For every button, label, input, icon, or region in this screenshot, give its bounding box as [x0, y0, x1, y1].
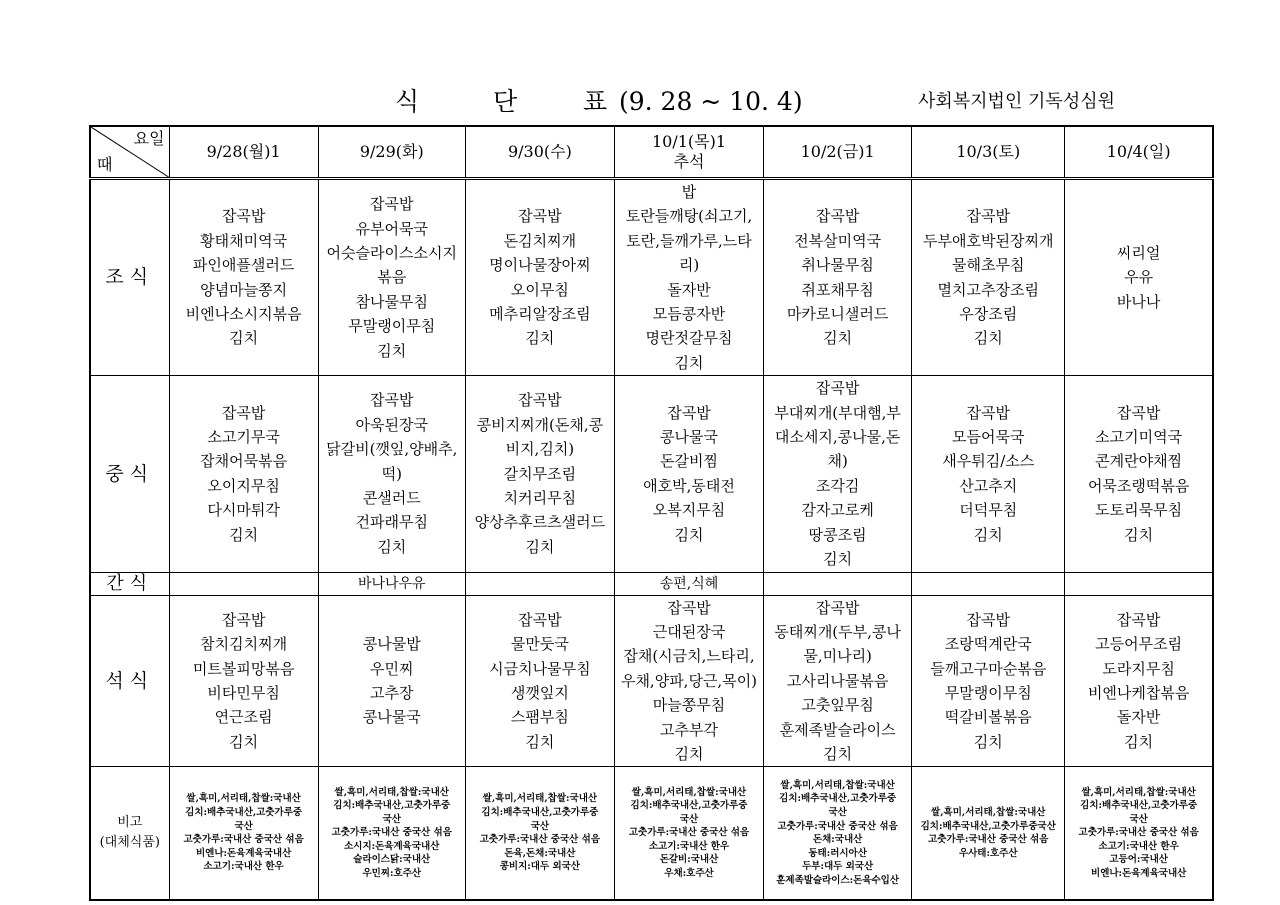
origin-line: 김치:배추국내산,고춧가루중	[630, 800, 748, 812]
menu-item: 김치	[525, 329, 555, 348]
menu-item: 김치	[973, 525, 1003, 544]
menu-item: 잡곡밥	[966, 403, 1010, 422]
menu-item: 씨리얼	[1116, 244, 1161, 263]
menu-item: 잡곡밥	[221, 403, 266, 422]
menu-item: 콘계란야채찜	[1095, 452, 1183, 471]
origin-line: 국산	[1129, 813, 1148, 825]
menu-item: 리)	[678, 256, 700, 275]
menu-item: 잡곡밥	[221, 610, 266, 629]
menu-item: 잡곡밥	[815, 379, 860, 398]
menu-item: 김치	[823, 550, 853, 569]
menu-item: 콘샐러드	[362, 489, 421, 508]
note-label: 비고 (대체식품)	[90, 767, 169, 900]
menu-item: 김치	[525, 732, 555, 751]
menu-item: 김치	[973, 329, 1003, 348]
menu-item: 고추부각	[660, 720, 718, 739]
origin-line: 고등어:국내산	[1109, 854, 1168, 866]
origin-line: 김치:배추국내산,고춧가루중	[779, 793, 897, 805]
menu-item: 무말랭이무침	[348, 317, 436, 336]
note-menu-cell	[169, 767, 318, 900]
menu-item: 잡곡밥	[966, 207, 1010, 226]
menu-item: 멸치고추장조림	[937, 280, 1039, 299]
menu-item: 우장조림	[959, 305, 1018, 324]
menu-item: 들깨고구마순볶음	[930, 659, 1047, 678]
menu-item: 오이무침	[510, 280, 569, 299]
menu-item: 김치	[229, 525, 259, 544]
origin-line: 국산	[828, 806, 847, 818]
menu-item: 두부애호박된장찌개	[923, 231, 1054, 250]
day-header: 9/28(월)1	[169, 126, 318, 179]
menu-item: 잡곡밥	[966, 610, 1010, 629]
meal-label-snack: 간식	[90, 572, 169, 595]
menu-item: 마늘쫑무침	[652, 696, 726, 715]
menu-item: 부대찌개(부대햄,부	[774, 403, 901, 422]
snack-menu-cell: 바나나우유	[318, 572, 465, 595]
origin-line: 국산	[679, 813, 699, 825]
header-row	[90, 126, 1213, 179]
menu-item: 잡곡밥	[667, 598, 711, 617]
origin-line: 소고기:국내산 한우	[203, 861, 284, 873]
menu-item: 더덕무침	[959, 501, 1018, 520]
menu-item: 잡곡밥	[667, 403, 711, 422]
origin-line: 쌀,흑미,서리태,찹쌀:국내산	[1081, 786, 1196, 798]
menu-item: 떡)	[381, 464, 402, 483]
menu-item: 돈김치찌개	[503, 231, 577, 250]
lunch-menu-cell	[318, 376, 465, 572]
menu-item: 김치	[1124, 732, 1154, 751]
origin-line: 국산	[234, 820, 253, 832]
breakfast-menu-cell	[1065, 179, 1213, 376]
menu-item: 김치	[674, 744, 704, 763]
menu-item: 비타민무침	[207, 683, 280, 702]
menu-item: 유부어묵국	[355, 219, 428, 238]
menu-item: 시금치나물무침	[489, 659, 591, 678]
note-menu-cell	[912, 767, 1065, 900]
page-title	[395, 86, 835, 118]
menu-item: 치커리무침	[503, 489, 577, 508]
menu-item: 김치	[377, 341, 407, 360]
dinner-row	[90, 595, 1213, 767]
menu-item: 물만둣국	[510, 635, 569, 654]
lunch-menu-cell	[614, 376, 763, 572]
lunch-menu-cell	[764, 376, 912, 572]
menu-item: 양념마늘쫑지	[200, 280, 288, 299]
origin-line: 우민찌:호주산	[362, 868, 422, 880]
menu-item: 생깻잎지	[510, 683, 569, 702]
title-char: 단	[493, 87, 518, 116]
origin-line: 비엔나:돈육계육국내산	[1091, 868, 1187, 880]
menu-item: 물,미나리)	[803, 647, 872, 666]
menu-item: 잡곡밥	[815, 207, 860, 226]
breakfast-menu-cell	[912, 179, 1065, 376]
menu-item: 근대된장국	[652, 622, 726, 641]
meal-label-breakfast: 조식	[90, 179, 169, 376]
lunch-menu-cell	[465, 376, 614, 572]
organization-name: 사회복지법인 기독성심원	[918, 91, 1115, 112]
menu-item: 잡곡밥	[518, 207, 562, 226]
menu-item: 도토리묵무침	[1095, 501, 1183, 520]
menu-item: 비엔나소시지볶음	[185, 305, 302, 324]
dinner-menu-cell	[614, 595, 763, 767]
note-menu-cell	[318, 767, 465, 900]
menu-item: 김치	[674, 525, 704, 544]
origin-line: 돈육,돈채:국내산	[504, 847, 576, 859]
menu-item: 도라지무침	[1102, 659, 1175, 678]
menu-item: 잡곡밥	[518, 391, 562, 410]
note-row	[90, 767, 1213, 900]
origin-line: 쌀,흑미,서리태,찹쌀:국내산	[186, 793, 301, 805]
origin-line: 소고기:국내산 한우	[648, 840, 730, 852]
menu-item: 오이지무침	[207, 476, 280, 495]
menu-item: 모듬어묵국	[952, 428, 1025, 447]
snack-menu-cell	[465, 572, 614, 595]
menu-item: 잡곡밥	[518, 610, 562, 629]
origin-line: 쌀,흑미,서리태,찹쌀:국내산	[931, 806, 1046, 818]
menu-item: 어슷슬라이스소시지	[326, 244, 457, 263]
origin-line: 우채:호주산	[664, 868, 714, 880]
menu-item: 잡곡밥	[1116, 610, 1161, 629]
menu-item: 김치	[973, 732, 1003, 751]
dinner-menu-cell	[1065, 595, 1213, 767]
menu-item: 고춧잎무침	[801, 696, 874, 715]
menu-item: 소고기무국	[207, 428, 280, 447]
menu-item: 비지,김치)	[505, 440, 575, 459]
menu-item: 잡곡밥	[221, 207, 266, 226]
menu-item: 콩나물국	[362, 708, 421, 727]
breakfast-row	[90, 179, 1213, 376]
origin-line: 돈채:국내산	[812, 834, 863, 846]
menu-item: 다시마튀각	[207, 501, 280, 520]
menu-item: 전복살미역국	[794, 231, 882, 250]
origin-line: 두부:대두 외국산	[802, 861, 874, 873]
dinner-menu-cell	[465, 595, 614, 767]
origin-line: 고춧가루:국내산 중국산 섞음	[183, 834, 304, 846]
menu-item: 김치	[525, 537, 555, 556]
origin-line: 쌀,흑미,서리태,찹쌀:국내산	[482, 793, 598, 805]
menu-item: 김치	[823, 329, 853, 348]
breakfast-menu-cell	[614, 179, 763, 376]
menu-item: 오복지무침	[652, 501, 726, 520]
origin-line: 김치:배추국내산,고춧가루중	[333, 800, 451, 812]
menu-item: 동태찌개(두부,콩나	[774, 622, 901, 641]
meal-label-lunch: 중식	[90, 376, 169, 572]
breakfast-menu-cell	[318, 179, 465, 376]
dinner-menu-cell	[912, 595, 1065, 767]
menu-item: 잡채(시금치,느타리,	[623, 647, 755, 666]
menu-item: 고사리나물볶음	[786, 671, 889, 690]
breakfast-menu-cell	[764, 179, 912, 376]
menu-item: 김치	[674, 353, 704, 372]
menu-table	[89, 125, 1214, 901]
menu-item: 우유	[1124, 268, 1154, 287]
menu-item: 잡곡밥	[370, 195, 414, 214]
origin-line: 훈제족발슬라이스:돈육수입산	[776, 874, 900, 886]
snack-row	[90, 572, 1213, 595]
menu-item: 돌자반	[667, 280, 711, 299]
menu-item: 연근조림	[214, 708, 273, 727]
menu-item: 잡곡밥	[1116, 403, 1161, 422]
menu-item: 미트볼피망볶음	[192, 659, 295, 678]
menu-item: 쥐포채무침	[801, 280, 874, 299]
note-menu-cell	[1065, 767, 1213, 900]
corner-day-label: 요일	[133, 129, 165, 148]
origin-line: 고춧가루:국내산 중국산 섞음	[479, 834, 600, 846]
menu-item: 참나물무침	[355, 292, 428, 311]
snack-menu-cell: 송편,식혜	[614, 572, 763, 595]
menu-item: 건파래무침	[355, 513, 428, 532]
snack-menu-cell	[169, 572, 318, 595]
menu-item: 스팸부침	[510, 708, 569, 727]
dinner-menu-cell	[169, 595, 318, 767]
menu-item: 밥	[681, 183, 697, 201]
menu-item: 김치	[229, 732, 259, 751]
menu-item: 산고추지	[959, 476, 1018, 495]
lunch-row	[90, 376, 1213, 572]
menu-item: 김치	[823, 744, 853, 763]
menu-item: 조각김	[815, 476, 860, 495]
origin-line: 김치:배추국내산,고춧가루중국산	[920, 820, 1056, 832]
note-menu-cell	[465, 767, 614, 900]
menu-item: 훈제족발슬라이스	[779, 720, 896, 739]
origin-line: 소고기:국내산 한우	[1098, 840, 1179, 852]
origin-line: 김치:배추국내산,고춧가루중	[1080, 800, 1198, 812]
menu-item: 토란,들깨가루,느타	[626, 231, 752, 250]
menu-item: 갈치무조림	[503, 464, 577, 483]
menu-item: 고등어무조림	[1095, 635, 1183, 654]
origin-line: 국산	[382, 813, 401, 825]
menu-item: 모듬콩자반	[652, 305, 726, 324]
menu-item: 대소세지,콩나물,돈	[774, 428, 901, 447]
menu-item: 소고기미역국	[1095, 428, 1183, 447]
menu-item: 물해초무침	[952, 256, 1025, 275]
menu-item: 새우튀김/소스	[942, 452, 1035, 471]
menu-item: 바나나	[1116, 292, 1161, 311]
menu-item: 조랑떡계란국	[944, 635, 1032, 654]
meal-label-dinner: 석식	[90, 595, 169, 767]
menu-item: 콩나물밥	[362, 635, 421, 654]
day-header: 10/4(일)	[1065, 126, 1213, 179]
menu-item: 김치	[1124, 525, 1154, 544]
menu-item: 떡갈비볼볶음	[944, 708, 1032, 727]
title-char: 표	[583, 87, 608, 116]
day-header: 10/3(토)	[912, 126, 1065, 179]
lunch-menu-cell	[1065, 376, 1213, 572]
menu-item: 콩나물국	[660, 428, 718, 447]
day-header: 10/1(목)1 추석	[614, 126, 763, 179]
menu-item: 돌자반	[1116, 708, 1161, 727]
origin-line: 고춧가루:국내산 중국산 섞음	[628, 827, 750, 839]
origin-line: 우사태:호주산	[958, 847, 1018, 859]
snack-menu-cell	[1065, 572, 1213, 595]
menu-item: 토란들깨탕(쇠고기,	[625, 207, 753, 226]
origin-line: 소시지:돈육계육국내산	[344, 840, 440, 852]
menu-item: 김치	[377, 537, 407, 556]
menu-item: 황태채미역국	[200, 231, 288, 250]
menu-item: 돈갈비찜	[660, 452, 718, 471]
lunch-menu-cell	[169, 376, 318, 572]
menu-item: 취나물무침	[801, 256, 874, 275]
menu-item: 콩비지찌개(돈채,콩	[476, 415, 604, 434]
day-header: 9/29(화)	[318, 126, 465, 179]
menu-item: 파인애플샐러드	[192, 256, 295, 275]
menu-item: 명이나물장아찌	[489, 256, 591, 275]
menu-item: 우민찌	[370, 659, 414, 678]
menu-item: 명란젓갈무침	[645, 329, 733, 348]
menu-item: 메추리알장조림	[489, 305, 591, 324]
menu-item: 잡곡밥	[370, 391, 414, 410]
breakfast-menu-cell	[169, 179, 318, 376]
snack-menu-cell	[912, 572, 1065, 595]
menu-item: 닭갈비(깻잎,양배추,	[326, 440, 458, 459]
menu-item: 어묵조랭떡볶음	[1087, 476, 1190, 495]
menu-item: 비엔나케찹볶음	[1087, 683, 1190, 702]
menu-item: 잡채어묵볶음	[200, 452, 288, 471]
origin-line: 고춧가루:국내산 중국산 섞음	[928, 834, 1049, 846]
menu-item: 잡곡밥	[815, 598, 860, 617]
origin-line: 고춧가루:국내산 중국산 섞음	[331, 827, 452, 839]
origin-line: 쌀,흑미,서리태,찹쌀:국내산	[334, 786, 449, 798]
day-header: 10/2(금)1	[764, 126, 912, 179]
origin-line: 비엔나:돈육계육국내산	[195, 847, 292, 859]
menu-item: 참치김치찌개	[200, 635, 288, 654]
menu-item: 땅콩조림	[808, 525, 867, 544]
title-period: (9. 28 ~ 10. 4)	[619, 87, 803, 116]
origin-line: 김치:배추국내산,고춧가루중	[185, 806, 303, 818]
dinner-menu-cell	[318, 595, 465, 767]
note-menu-cell	[764, 767, 912, 900]
origin-line: 김치:배추국내산,고춧가루중	[481, 806, 599, 818]
menu-item: 마카로니샐러드	[786, 305, 889, 324]
title-char: 식	[395, 87, 420, 116]
corner-meal-label: 때	[97, 155, 113, 174]
menu-item: 애호박,동태전	[643, 476, 735, 495]
menu-item: 감자고로케	[801, 501, 874, 520]
origin-line: 고춧가루:국내산 중국산 섞음	[1078, 827, 1199, 839]
dinner-menu-cell	[764, 595, 912, 767]
menu-item: 무말랭이무침	[944, 683, 1032, 702]
lunch-menu-cell	[912, 376, 1065, 572]
menu-item: 김치	[229, 329, 259, 348]
origin-line: 돈갈비:국내산	[659, 854, 719, 866]
origin-line: 슬라이스닭:국내산	[353, 854, 431, 866]
menu-item: 아욱된장국	[355, 415, 428, 434]
origin-line: 콩비지:대두 외국산	[499, 861, 580, 873]
origin-line: 국산	[530, 820, 550, 832]
origin-line: 고춧가루:국내산 중국산 섞음	[777, 820, 898, 832]
menu-item: 고추장	[370, 683, 414, 702]
origin-line: 쌀,흑미,서리태,찹쌀:국내산	[631, 786, 747, 798]
snack-menu-cell	[764, 572, 912, 595]
breakfast-menu-cell	[465, 179, 614, 376]
origin-line: 동태:러시아산	[808, 847, 867, 859]
day-header: 9/30(수)	[465, 126, 614, 179]
origin-line: 쌀,흑미,서리태,찹쌀:국내산	[780, 779, 895, 791]
menu-item: 채)	[827, 452, 848, 471]
menu-item: 볶음	[377, 268, 407, 287]
corner-cell	[90, 126, 169, 179]
menu-item: 우채,양파,당근,목이)	[620, 671, 758, 690]
note-menu-cell	[614, 767, 763, 900]
menu-item: 양상추후르츠샐러드	[474, 513, 606, 532]
